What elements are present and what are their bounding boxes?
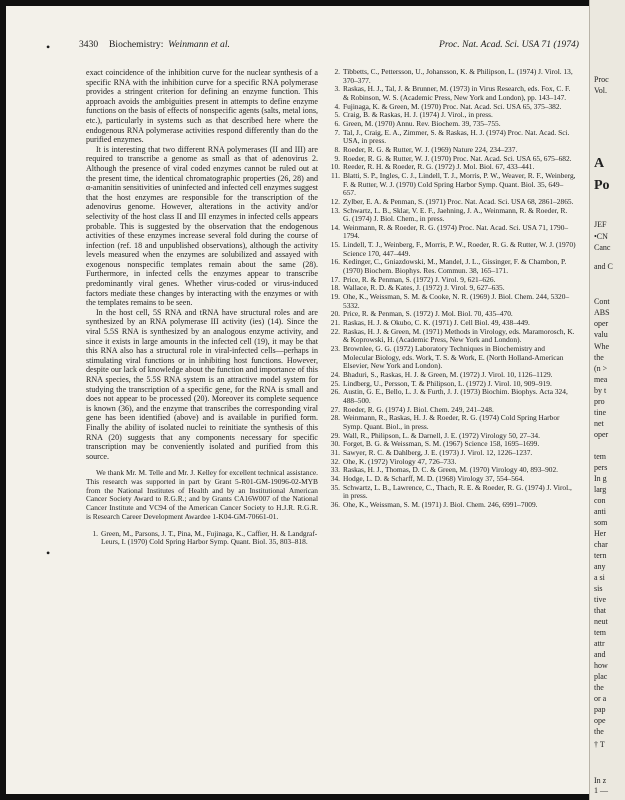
reference-list-right [328,68,576,509]
reference-number: 36. [330,499,340,509]
reference-number: 23. [330,344,340,353]
page-number: 3430 [79,39,99,50]
reference-number: 1. [92,528,98,538]
adjacent-page-fragment: mea [594,375,608,384]
reference-text: Fujinaga, K. & Green, M. (1970) Proc. Nat. Acad. Sci. USA 65, 375–382. [343,101,562,111]
reference-number: 9. [334,153,340,163]
reference-number: 13. [330,205,340,215]
reference-text: Roeder, R. G. & Rutter, W. J. (1970) Proc. Nat. Acad. Sci. USA 65, 675–682. [343,153,572,163]
adjacent-page-fragment: † T [594,740,605,749]
adjacent-page-fragment: In g [594,474,607,483]
reference-text: Ohe, K., Weissman, S. M. (1971) J. Biol. Chem. 246, 6991–7009. [343,499,538,509]
reference-text: Green, M., Parsons, J. T., Pina, M., Fujinaga, K., Caffier, H. & Landgraf-Leurs, I. (1970) Cold Spring Harbor Symp. Quant. Biol. 35, 803–818. [101,528,318,547]
adjacent-page-fragment: or a [594,694,607,703]
adjacent-page-fragment: Vol. [594,86,607,95]
reference-number: 34. [330,473,340,483]
reference-text: Ohe, K., Weissman, S. M. & Cooke, N. R. (1969) J. Biol. Chem. 244, 5320–5332. [343,292,570,310]
reference-text: Schwartz, L. B., Sklar, V. E. F., Jaehning, J. A., Weinmann, R. & Roeder, R. G. (1974) J. Biol. Chem., in press. [343,205,568,224]
adjacent-page-fragment: tive [594,595,606,604]
reference-list-left [86,530,318,547]
adjacent-page-fragment: and [594,650,606,659]
reference-text: Tibbetts, C., Pettersson, U., Johansson, K. & Philipson, L. (1974) J. Virol. 13, 370–377. [343,67,573,85]
reference-number: 19. [330,292,340,302]
reference-text: Raskas, H. J., Thomas, D. C. & Green, M. (1970) Virology 40, 893–902. [343,465,559,475]
adjacent-page-fragment: the [594,683,604,692]
reference-item [328,293,576,310]
body-paragraph: It is interesting that two different RNA polymerases (II and III) are required to transcribe a genome as small as that of adenovirus 2. Although the presence of viral coded enzymes cannot be ruled out at the present time, the identical chromatographic properties (26, 28) and α-amanitin sensitivities of uninfected and infected cell enzymes suggest that the host enzymes are responsible for the transcription of the adenovirus genome. However, alterations in the activity and/or selectivity of the host class II and III enzymes in infected cells appears probable. This is suggested by the observation that the endogenous activities of these enzymes increase several fold during the course of infection (ref. 18 and unpublished observations), although the activity levels measured when the enzymes are solubilized and assayed with exogenous nonspecific templates remain about the same (28). Furthermore, in infected cells the enzymes appear to transcribe predominantly viral genes. Whether virus-coded or virus-induced factors mediate these changes by interacting with the enzymes or with the templates remains to be seen. [86,144,318,308]
adjacent-page-fragment: oper [594,319,609,328]
reference-item [328,68,576,85]
reference-item [328,328,576,345]
adjacent-page-fragment: A [594,156,605,171]
reference-text: Schwartz, L. B., Lawrence, C., Thach, R. E. & Roeder, R. G. (1974) J. Virol., in press. [343,482,572,501]
reference-text: Blatti, S. P., Ingles, C. J., Lindell, T. J., Morris, P. W., Weaver, R. F., Weinberg, F. & Rutter, W. J. (1970) Cold Spring Harbor Symp. Quant. Biol. 35, 649–657. [343,170,576,198]
bullet-mark: • [46,546,51,560]
adjacent-page-fragment: In z [594,776,607,785]
reference-item [328,414,576,431]
adjacent-page-fragment: how [594,661,608,670]
page-header [79,39,579,53]
reference-item [328,345,576,371]
reference-number: 33. [330,465,340,475]
reference-number: 15. [330,240,340,250]
reference-number: 29. [330,430,340,440]
reference-text: Ohe, K. (1972) Virology 47, 726–733. [343,456,457,466]
reference-number: 24. [330,369,340,379]
reference-item [328,241,576,258]
adjacent-page-fragment: •CN [594,232,608,241]
adjacent-page-fragment: by t [594,386,607,395]
reference-number: 8. [334,144,340,154]
reference-number: 31. [330,447,340,457]
reference-number: 21. [330,318,340,328]
reference-item [328,388,576,405]
adjacent-page-fragment: ABS [594,308,610,317]
journal-section: Biochemistry: Weinmann et al. [109,39,230,50]
reference-text: Tal, J., Craig, E. A., Zimmer, S. & Raskas, H. J. (1974) Proc. Nat. Acad. Sci. USA, in press. [343,127,570,146]
adjacent-page-fragment: tine [594,408,606,417]
adjacent-page-fragment: neut [594,617,608,626]
reference-number: 26. [330,387,340,397]
left-column [86,68,318,547]
reference-number: 14. [330,222,340,232]
reference-text: Bhaduri, S., Raskas, H. J. & Green, M. (1972) J. Virol. 10, 1126–1129. [343,369,553,379]
reference-text: Price, R. & Penman, S. (1972) J. Virol. 9, 621–626. [343,274,496,284]
adjacent-page-fragment: 1 — [594,786,608,795]
reference-item [328,501,576,510]
adjacent-page-fragment: anti [594,507,606,516]
adjacent-page-fragment: larg [594,485,607,494]
reference-number: 2. [334,67,340,76]
reference-text: Green, M. (1970) Annu. Rev. Biochem. 39, 735–755. [343,118,501,128]
reference-text: Wallace, R. D. & Kates, J. (1972) J. Virol. 9, 627–635. [343,283,505,293]
adjacent-page-fragment: the [594,727,604,736]
adjacent-page-fragment: pap [594,705,606,714]
reference-item [328,484,576,501]
adjacent-page-fragment: ope [594,716,606,725]
acknowledgement: We thank Mr. M. Telle and Mr. J. Kelley for excellent technical assistance. This research was supported in part by Grant 5-R01-GM-19096-02-MYB from the National Institutes of Health and by an Institutional American Cancer Society Award to R.G.R.; and by Grants CA16W007 of the National Cancer Institute and VC94 of the American Cancer Society to H.J.R. R.G.R. is Research Career Development Awardee 1-K04-GM-70661-01. [86,468,318,521]
bullet-mark: • [46,40,51,54]
reference-number: 3. [334,84,340,94]
reference-text: Craig, B. & Raskas, H. J. (1974) J. Virol., in press. [343,110,493,120]
reference-number: 18. [330,283,340,293]
right-column [328,68,576,509]
reference-text: Lindberg, U., Persson, T. & Philipson, L. (1972) J. Virol. 10, 909–919. [343,378,552,388]
reference-text: Lindell, T. J., Weinberg, F., Morris, P. W., Roeder, R. G. & Rutter, W. J. (1970) Science 170, 447–449. [343,240,576,258]
reference-item [328,85,576,102]
adjacent-page-fragment: Whe [594,342,610,351]
adjacent-page-fragment: Her [594,529,606,538]
reference-number: 28. [330,413,340,423]
reference-text: Raskas, H. J. & Green, M. (1971) Methods in Virology, eds. Maramorosch, K. & Koprowski, H. (Academic Press, New York and London). [343,326,575,345]
body-paragraph: exact coincidence of the inhibition curve for the nuclear synthesis of a specific RNA with the inhibition curve for a specific RNA polymerase provides a stringent criterion for defining an enzyme function. This approach avoids the ambiguities present in attempts to define enzyme functions on the basis of effects of nonspecific agents (salts, metal ions, etc.), particularly in systems such as that described here where the endogenous RNA polymerase activities respond differently than do the purified enzymes. [86,68,318,145]
adjacent-page-fragment: Cont [594,297,610,306]
adjacent-page-fragment: Po [594,178,610,193]
reference-text: Hodge, L. D. & Scharff, M. D. (1968) Virology 37, 554–564. [343,473,525,483]
reference-text: Austin, G. E., Bello, L. J. & Furth, J. J. (1973) Biochim. Biophys. Acta 324, 488–500. [343,387,568,405]
reference-number: 4. [334,101,340,111]
reference-number: 25. [330,378,340,388]
reference-number: 22. [330,326,340,336]
reference-text: Sawyer, R. C. & Dahlberg, J. E. (1973) J. Virol. 12, 1226–1237. [343,447,533,457]
journal-citation: Proc. Nat. Acad. Sci. USA 71 (1974) [439,39,579,50]
reference-text: Kedinger, C., Gniazdowski, M., Mandel, J. L., Gissinger, F. & Chambon, P. (1970) Biochem. Biophys. Res. Commun. 38, 165–171. [343,257,567,276]
reference-number: 20. [330,309,340,319]
adjacent-page-fragment: tern [594,551,607,560]
reference-number: 30. [330,439,340,449]
adjacent-page-fragment: valu [594,330,608,339]
adjacent-page-fragment: con [594,496,606,505]
adjacent-page-edge [589,0,625,800]
adjacent-page-fragment: tem [594,628,606,637]
reference-item [328,129,576,146]
adjacent-page-fragment: JEF [594,220,607,229]
reference-number: 10. [330,162,340,172]
reference-number: 27. [330,404,340,414]
adjacent-page-fragment: the [594,353,604,362]
reference-number: 11. [331,170,340,180]
adjacent-page-fragment: Proc [594,75,609,84]
adjacent-page-fragment: oper [594,430,609,439]
reference-number: 17. [330,274,340,284]
reference-number: 6. [334,118,340,128]
adjacent-page-fragment: pro [594,397,605,406]
reference-text: Raskas, H. J., Tal, J. & Brunner, M. (1973) in Virus Research, eds. Fox, C. F. & Robinson, W. S. (Academic Press, New York and London), pp. 143–147. [343,84,571,102]
adjacent-page-fragment: sis [594,584,603,593]
reference-item [328,224,576,241]
reference-text: Reeder, R. H. & Roeder, R. G. (1972) J. Mol. Biol. 67, 433–441. [343,162,535,172]
reference-number: 12. [330,196,340,206]
reference-number: 32. [330,456,340,466]
reference-text: Wall, R., Philipson, L. & Darnell, J. E. (1972) Virology 50, 27–34. [343,430,540,440]
adjacent-page-fragment: a si [594,573,605,582]
reference-text: Price, R. & Penman, S. (1972) J. Mol. Biol. 70, 435–470. [343,309,513,319]
reference-number: 16. [330,257,340,267]
reference-text: Weinmann, R. & Roeder, R. G. (1974) Proc. Nat. Acad. Sci. USA 71, 1790–1794. [343,222,569,241]
reference-item [86,530,318,547]
reference-text: Roeder, R. G. (1974) J. Biol. Chem. 249, 241–248. [343,404,494,414]
adjacent-page-fragment: (n > [594,364,608,373]
adjacent-page-fragment: char [594,540,608,549]
reference-item [328,172,576,198]
adjacent-page-fragment: som [594,518,608,527]
adjacent-page-fragment: that [594,606,606,615]
reference-text: Roeder, R. G. & Rutter, W. J. (1969) Nature 224, 234–237. [343,144,518,154]
reference-item [328,207,576,224]
body-paragraph: In the host cell, 5S RNA and tRNA have structural roles and are synthesized by an RNA polymerase III activity (ies) (14). Since the viral 5.5S RNA is synthesized by an analogous enzyme activity, and since it exists in large amounts in the infected cell (19), it may be that this RNA also has a structural role in viral-infected cells—perhaps in stimulating viral functions or in inhibiting host functions. However, despite our lack of knowledge about the function and importance of this RNA species, the 5.5S RNA system is an attractive model system for studying the transcription of a specific gene, for the RNA is small and does not appear to be processed (20). Moreover its complete sequence is known (36), and the enzyme that transcribes the corresponding viral gene has been identified (above) and is available in purified form. Finally the ability of isolated nuclei to reinitiate the synthesis of this RNA (20) suggests that any components necessary for specific transcription may be conveniently isolated and purified from this source. [86,307,318,461]
reference-text: Forget, B. G. & Weissman, S. M. (1967) Science 158, 1695–1699. [343,439,540,449]
adjacent-page-fragment: any [594,562,606,571]
adjacent-page-fragment: net [594,419,604,428]
adjacent-page-fragment: and C [594,262,613,271]
adjacent-page-fragment: attr [594,639,605,648]
reference-text: Brownlee, G. G. (1972) Laboratory Techniques in Biochemistry and Molecular Biology, eds. Work, T. S. & Work, E. (North Holland-American Elsevier, New York and London). [343,344,564,371]
reference-text: Raskas, H. J. & Okubo, C. K. (1971) J. Cell Biol. 49, 438–449. [343,318,530,328]
reference-number: 5. [334,110,340,120]
adjacent-page-fragment: Canc [594,243,611,252]
reference-number: 35. [330,482,340,492]
reference-text: Weinmann, R., Raskas, H. J. & Roeder, R. G. (1974) Cold Spring Harbor Symp. Quant. Biol., in press. [343,413,560,431]
adjacent-page-fragment: pers [594,463,608,472]
journal-page [6,6,614,794]
reference-text: Zylber, E. A. & Penman, S. (1971) Proc. Nat. Acad. Sci. USA 68, 2861–2865. [343,196,574,206]
adjacent-page-fragment: tem [594,452,606,461]
reference-number: 7. [334,127,340,137]
adjacent-page-fragment: plac [594,672,608,681]
author-line: Weinmann et al. [168,39,230,50]
reference-item [328,258,576,275]
